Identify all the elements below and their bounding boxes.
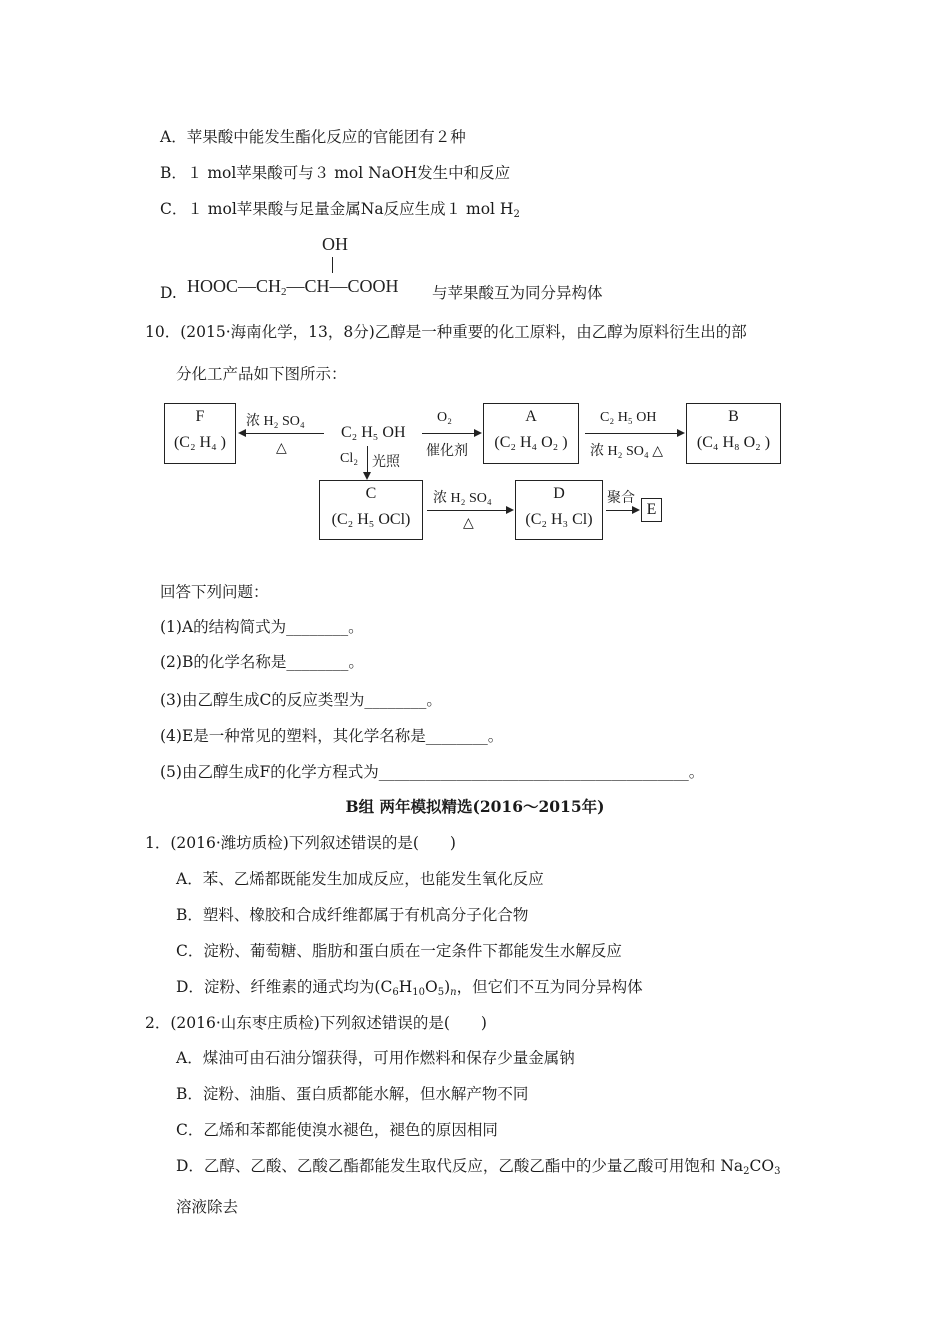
option-d-label: D. (160, 284, 177, 302)
box-c: C (C₂ H₅ OCl) (319, 480, 423, 540)
section-b-title: B组 两年模拟精选(2016～2015年) (345, 797, 605, 816)
q10-sub2: (2)B的化学名称是________。 (160, 653, 364, 671)
arrowhead-to-c (363, 472, 371, 480)
q10-sub1: (1)A的结构简式为________。 (160, 618, 364, 636)
option-c-sub: 2 (513, 209, 520, 220)
option-c-text: C．１ mol苹果酸与足量金属Na反应生成１ mol H (160, 200, 514, 218)
label-to-f-top: 浓 H₂ SO₄ (246, 414, 305, 429)
box-a: A (C₂ H₄ O₂ ) (483, 403, 579, 464)
b1-option-d: D．淀粉、纤维素的通式均为$(C_6H_{10}O_5)_n$，但它们不互为同分异构体 (176, 978, 643, 998)
box-f: F (C₂ H₄ ) (164, 403, 236, 464)
b2-option-d-cont: 溶液除去 (176, 1198, 239, 1216)
label-to-d-bottom: △ (463, 516, 474, 531)
label-to-b-top: C₂ H₅ OH (600, 410, 657, 425)
label-to-a-bottom: 催化剂 (426, 444, 468, 459)
formula-bond-vertical (332, 257, 333, 273)
label-to-c-left: Cl₂ (340, 451, 359, 466)
label-to-e-top: 聚合 (607, 491, 635, 506)
box-d: D (C₂ H₃ Cl) (515, 480, 603, 540)
box-e: E (641, 498, 662, 522)
b2-option-a: A．煤油可由石油分馏获得，可用作燃料和保存少量金属钠 (176, 1049, 575, 1067)
b2-option-b: B．淀粉、油脂、蛋白质都能水解，但水解产物不同 (176, 1085, 529, 1103)
b1-option-a: A．苯、乙烯都既能发生加成反应，也能发生氧化反应 (176, 870, 544, 888)
label-to-f-bottom: △ (276, 441, 287, 456)
answer-intro: 回答下列问题： (160, 583, 269, 601)
b1-option-b: B．塑料、橡胶和合成纤维都属于有机高分子化合物 (176, 906, 529, 924)
q10-sub4: (4)E是一种常见的塑料，其化学名称是________。 (160, 727, 504, 745)
b1-stem: 1．(2016·潍坊质检)下列叙述错误的是( ) (145, 834, 456, 852)
q10-sub5: (5)由乙醇生成F的化学方程式为________________________________________。 (160, 763, 705, 781)
label-to-c-right: 光照 (372, 455, 400, 470)
arrow-to-f (244, 433, 324, 434)
q10-stem-line2: 分化工产品如下图所示： (176, 365, 347, 383)
arrowhead-to-f (238, 429, 246, 437)
arrowhead-to-b (677, 429, 685, 437)
b2-option-d: D．乙醇、乙酸、乙酸乙酯都能发生取代反应，乙酸乙酯中的少量乙酸可用饱和 $Na_2CO_3$ (176, 1157, 781, 1177)
formula-oh: OH (322, 234, 348, 254)
arrowhead-to-a (474, 429, 482, 437)
arrowhead-to-e (632, 506, 640, 514)
center-ethanol: C₂ H₅ OH (341, 424, 406, 441)
option-c-prev (160, 199, 520, 225)
box-b: B (C₄ H₈ O₂ ) (686, 403, 781, 464)
option-d-suffix: 与苹果酸互为同分异构体 (432, 284, 603, 302)
arrow-to-d (427, 510, 506, 511)
label-to-d-top: 浓 H₂ SO₄ (433, 491, 492, 506)
formula-main: $HOOC—CH_2—CH—COOH$ (187, 276, 399, 298)
option-b-prev: B．１ mol苹果酸可与３ mol NaOH发生中和反应 (160, 164, 511, 182)
arrow-to-b (585, 433, 677, 434)
label-to-a-top: O₂ (437, 410, 452, 425)
option-a-prev: A．苹果酸中能发生酯化反应的官能团有２种 (160, 128, 466, 146)
arrowhead-to-d (506, 506, 514, 514)
b1-option-c: C．淀粉、葡萄糖、脂肪和蛋白质在一定条件下都能发生水解反应 (176, 942, 622, 960)
b2-stem: 2．(2016·山东枣庄质检)下列叙述错误的是( ) (145, 1014, 487, 1032)
arrow-to-e (606, 510, 632, 511)
label-to-b-bottom: 浓 H₂ SO₄ △ (590, 444, 664, 459)
b2-option-c: C．乙烯和苯都能使溴水褪色，褪色的原因相同 (176, 1121, 498, 1139)
q10-sub3: (3)由乙醇生成C的反应类型为________。 (160, 691, 442, 709)
arrow-to-a (422, 433, 474, 434)
q10-stem-line1: 10．(2015·海南化学，13，8分)乙醇是一种重要的化工原料，由乙醇为原料衍生出的部 (145, 323, 747, 341)
arrow-to-c (367, 446, 368, 472)
